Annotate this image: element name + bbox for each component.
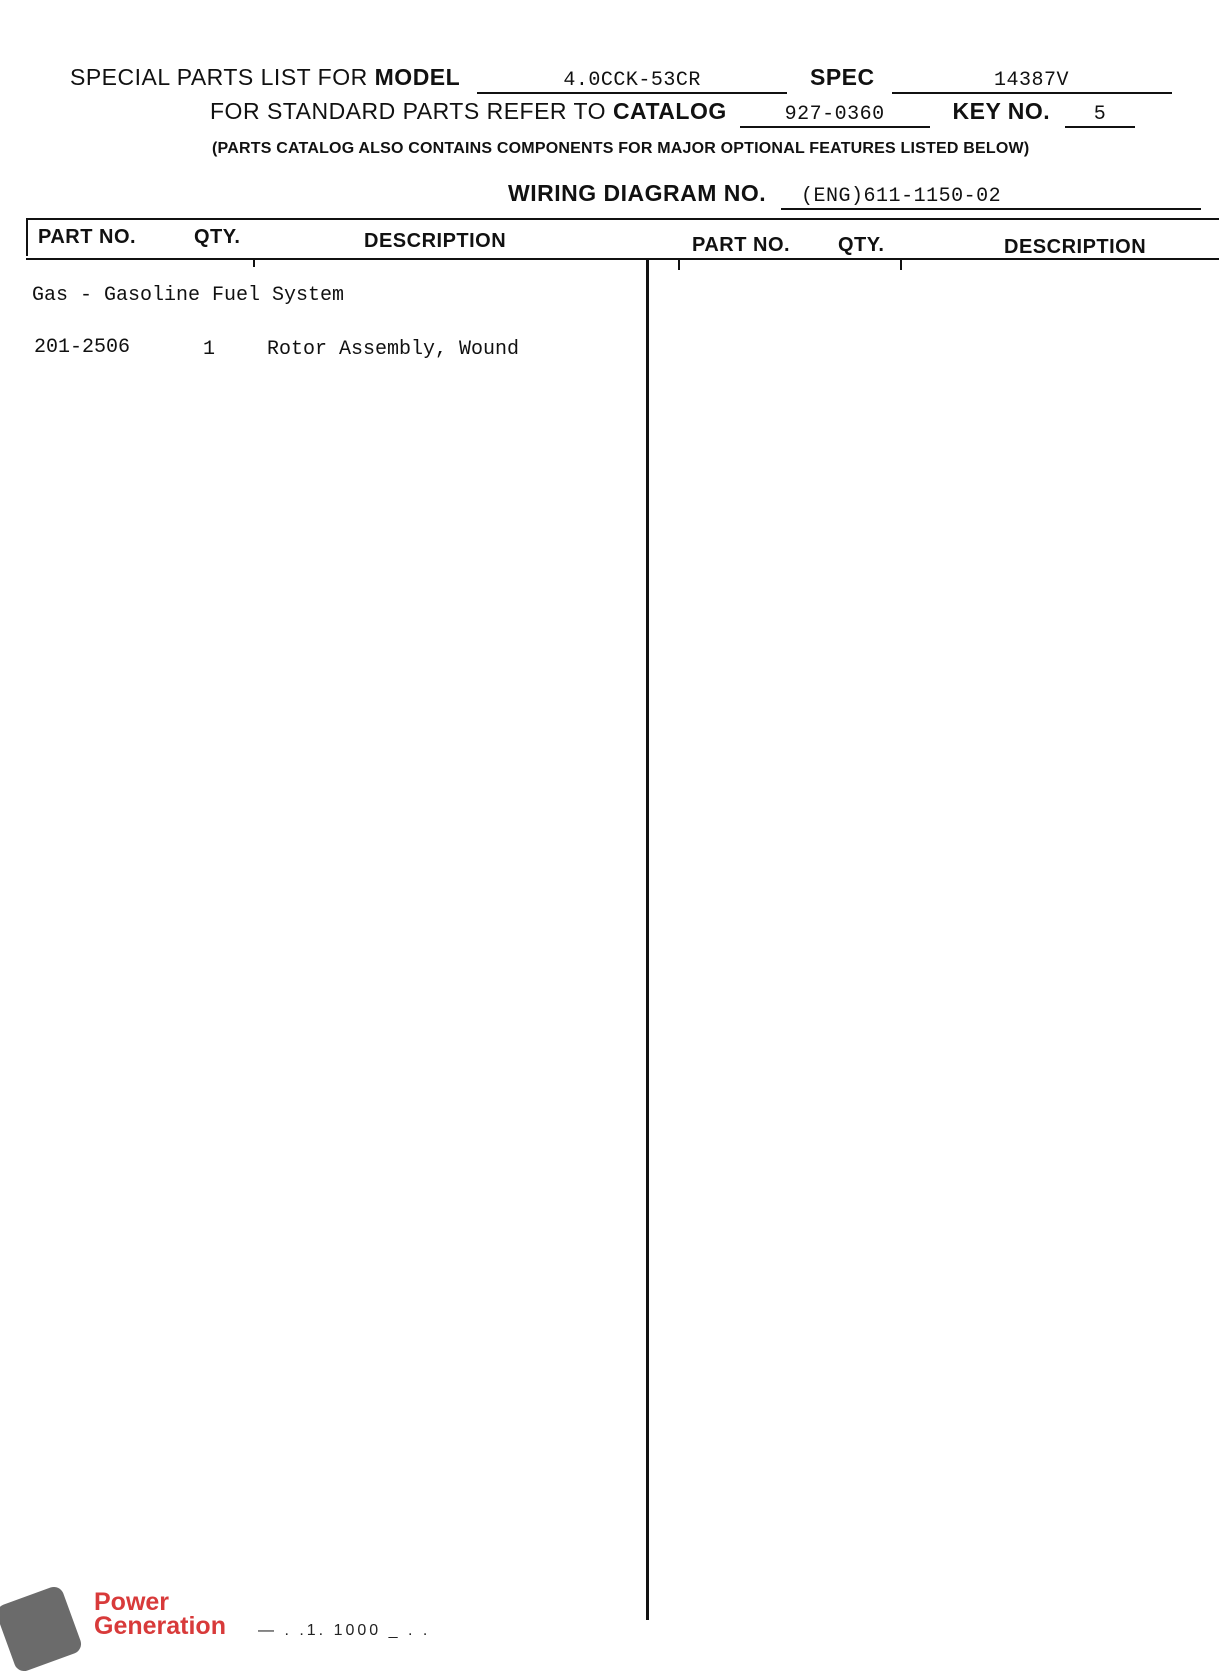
left-tick <box>253 258 255 267</box>
model-value: 4.0CCK-53CR <box>477 70 787 94</box>
key-no-value: 5 <box>1065 104 1135 128</box>
catalog-value: 927-0360 <box>740 104 930 128</box>
catalog-label: CATALOG <box>612 98 727 124</box>
spec-value: 14387V <box>892 70 1172 94</box>
left-col-description: DESCRIPTION <box>364 230 507 252</box>
header-line-2-prefix: FOR STANDARD PARTS REFER TO <box>210 98 607 124</box>
wiring-diagram-label: WIRING DIAGRAM NO. <box>508 180 767 206</box>
right-col-qty: QTY. <box>838 234 885 256</box>
model-label: MODEL <box>374 64 461 90</box>
table-top-rule <box>26 218 1219 220</box>
wiring-diagram <box>508 180 1201 210</box>
right-col-description: DESCRIPTION <box>1004 236 1147 258</box>
header-note: (PARTS CATALOG ALSO CONTAINS COMPONENTS FOR MAJOR OPTIONAL FEATURES LISTED BELOW) <box>212 140 1030 157</box>
cummins-logo <box>4 1594 74 1664</box>
header-line-2 <box>210 98 1135 128</box>
logo-word-power: Power <box>94 1588 170 1616</box>
header-line-1 <box>70 64 1172 94</box>
header-line-1-prefix: SPECIAL PARTS LIST FOR <box>70 64 368 90</box>
left-col-qty: QTY. <box>194 226 241 248</box>
key-no-label: KEY NO. <box>952 98 1051 124</box>
power-generation-logo <box>94 1590 226 1638</box>
right-col-part-no: PART NO. <box>692 234 791 256</box>
section-title: Gas - Gasoline Fuel System <box>32 284 345 307</box>
logo-word-generation: Generation <box>94 1612 226 1640</box>
right-tick-2 <box>900 260 902 270</box>
table-row-description: Rotor Assembly, Wound <box>267 338 520 361</box>
cummins-logo-mark <box>0 1584 84 1674</box>
column-divider <box>646 260 649 1620</box>
table-left-rule <box>26 218 28 256</box>
table-row-part-no: 201-2506 <box>34 336 131 359</box>
spec-label: SPEC <box>809 64 875 90</box>
footer-trailing-text: — . .1. 1000 _ . . <box>258 1622 431 1639</box>
left-col-part-no: PART NO. <box>38 226 137 248</box>
table-row-qty: 1 <box>203 338 216 361</box>
right-tick-1 <box>678 260 680 270</box>
wiring-diagram-value: (ENG)611-1150-02 <box>781 186 1201 210</box>
